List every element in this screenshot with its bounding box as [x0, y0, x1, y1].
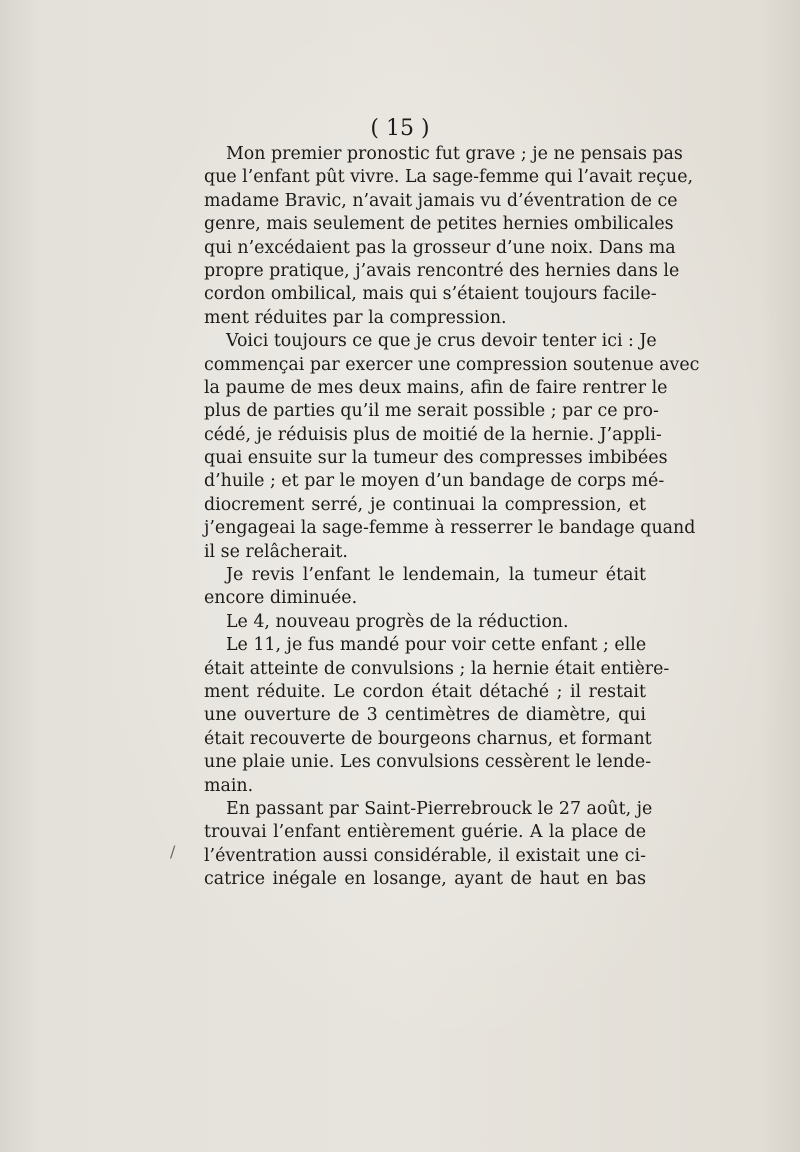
text-line: Le 4, nouveau progrès de la réduction.: [226, 611, 569, 632]
text-line: cordon ombilical, mais qui s’étaient toujours facile-: [204, 284, 657, 305]
text-line: était recouverte de bourgeons charnus, et formant: [204, 728, 652, 749]
text-line: ment réduite. Le cordon était détaché ; il restait: [204, 681, 646, 702]
text-line: Mon premier pronostic fut grave ; je ne pensais pas: [226, 144, 683, 164]
text-line: d’huile ; et par le moyen d’un bandage de corps mé-: [204, 471, 665, 492]
body-text: [204, 143, 700, 892]
margin-mark: /: [170, 842, 176, 861]
text-line: Le 11, je fus mandé pour voir cette enfant ; elle: [226, 635, 647, 656]
text-line: il se relâcherait.: [204, 541, 348, 562]
text-line: qui n’excédaient pas la grosseur d’une noix. Dans ma: [204, 237, 676, 258]
text-line: quai ensuite sur la tumeur des compresses imbibées: [204, 448, 668, 469]
text-line: j’engageai la sage-femme à resserrer le bandage quand: [204, 518, 696, 539]
text-line: plus de parties qu’il me serait possible ; par ce pro-: [204, 401, 659, 422]
text-line: main.: [204, 775, 254, 796]
text-line: En passant par Saint-Pierrebrouck le 27 août, je: [226, 798, 653, 819]
text-line: madame Bravic, n’avait jamais vu d’éventration de ce: [204, 190, 678, 211]
text-line: une plaie unie. Les convulsions cessèrent le lende-: [204, 752, 652, 773]
text-line: l’éventration aussi considérable, il existait une ci-: [204, 845, 646, 866]
text-line: que l’enfant pût vivre. La sage-femme qui l’avait reçue,: [204, 167, 694, 188]
text-line: catrice inégale en losange, ayant de haut en bas: [204, 869, 646, 890]
text-line: encore diminuée.: [204, 588, 358, 609]
text-line: ment réduites par la compression.: [204, 307, 507, 328]
text-line: Voici toujours ce que je crus devoir tenter ici : Je: [226, 331, 657, 352]
text-line: trouvai l’enfant entièrement guérie. A la place de: [204, 822, 646, 843]
text-line: était atteinte de convulsions ; la hernie était entière-: [204, 658, 670, 679]
text-line: commençai par exercer une compression soutenue avec: [204, 354, 700, 375]
text-line: une ouverture de 3 centimètres de diamètre, qui: [204, 705, 646, 726]
page-number: ( 15 ): [370, 116, 430, 141]
text-line: diocrement serré, je continuai la compression, et: [204, 494, 646, 515]
text-line: la paume de mes deux mains, afin de faire rentrer le: [204, 377, 668, 398]
text-line: genre, mais seulement de petites hernies ombilicales: [204, 214, 674, 235]
text-line: Je revis l’enfant le lendemain, la tumeur était: [226, 565, 646, 586]
text-line: propre pratique, j’avais rencontré des hernies dans le: [204, 260, 680, 281]
text-line: cédé, je réduisis plus de moitié de la hernie. J’appli-: [204, 424, 662, 445]
